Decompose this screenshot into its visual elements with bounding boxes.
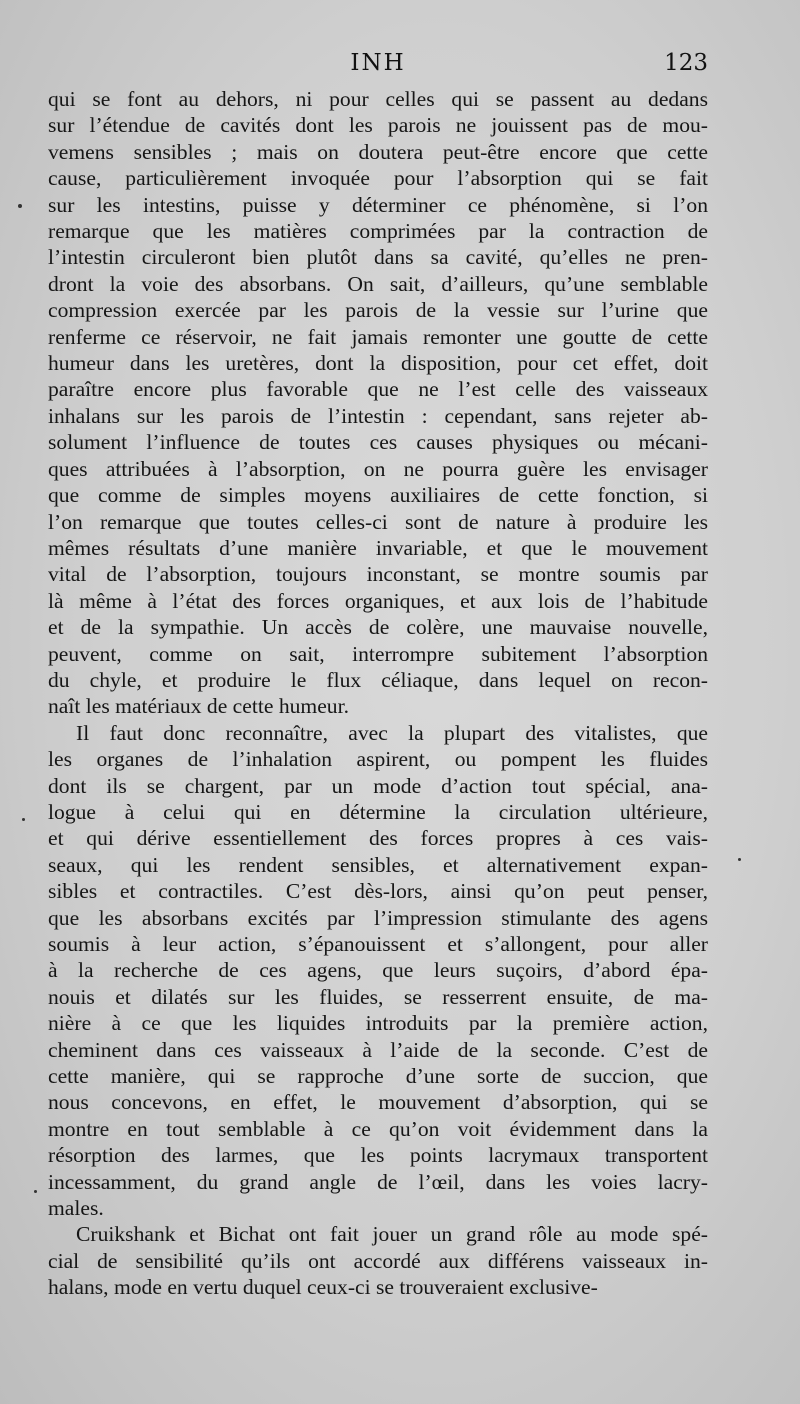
page-number: 123 <box>664 50 708 76</box>
paragraph <box>48 720 708 1222</box>
text-line: renferme ce réservoir, ne fait jamais remonter une goutte de cette <box>48 324 708 349</box>
text-line: vital de l’absorption, toujours inconstant, se montre soumis par <box>48 562 708 587</box>
text-line: compression exercée par les parois de la vessie sur l’urine que <box>48 298 708 323</box>
text-line: inhalans sur les parois de l’intestin : cependant, sans rejeter ab- <box>48 403 708 428</box>
text-line: et de la sympathie. Un accès de colère, une mauvaise nouvelle, <box>48 615 708 640</box>
text-line: logue à celui qui en détermine la circulation ultérieure, <box>48 799 708 824</box>
text-line: résorption des larmes, que les points lacrymaux transportent <box>48 1143 708 1168</box>
text-line: mêmes résultats d’une manière invariable, et que le mouvement <box>48 535 708 560</box>
text-line: nouis et dilatés sur les fluides, se resserrent ensuite, de ma- <box>48 984 708 1009</box>
text-line: seaux, qui les rendent sensibles, et alternativement expan- <box>48 852 708 877</box>
text-line: qui se font au dehors, ni pour celles qui se passent au dedans <box>48 87 708 111</box>
text-line: peuvent, comme on sait, interrompre subitement l’absorption <box>48 641 708 666</box>
text-line: halans, mode en vertu duquel ceux-ci se trouveraient exclusive- <box>48 1275 598 1300</box>
text-line: et qui dérive essentiellement des forces propres à ces vais- <box>48 826 708 851</box>
text-line: solument l’influence de toutes ces causes physiques ou mécani- <box>48 430 708 455</box>
text-line: cette manière, qui se rapproche d’une sorte de succion, que <box>48 1064 708 1089</box>
text-line: vemens sensibles ; mais on doutera peut-être encore que cette <box>48 139 708 164</box>
paragraph <box>48 86 708 720</box>
text-line: là même à l’état des forces organiques, et aux lois de l’habitude <box>48 588 708 613</box>
text-line: incessamment, du grand angle de l’œil, dans les voies lacry- <box>48 1169 708 1194</box>
print-speck <box>34 1190 37 1193</box>
print-speck <box>738 858 741 861</box>
text-line: Il faut donc reconnaître, avec la plupart des vitalistes, que <box>76 720 708 745</box>
text-line: sibles et contractiles. C’est dès-lors, ainsi qu’on peut penser, <box>48 879 708 904</box>
running-head: INH <box>350 50 406 76</box>
text-line: nière à ce que les liquides introduits par la première action, <box>48 1011 708 1036</box>
text-line: humeur dans les uretères, dont la disposition, pour cet effet, doit <box>48 351 708 376</box>
text-line: sur les intestins, puisse y déterminer ce phénomène, si l’on <box>48 192 708 217</box>
page-header <box>48 50 708 84</box>
text-line: du chyle, et produire le flux céliaque, dans lequel on recon- <box>48 667 708 692</box>
text-line: cial de sensibilité qu’ils ont accordé aux différens vaisseaux in- <box>48 1248 708 1273</box>
text-line: nous concevons, en effet, le mouvement d’absorption, qui se <box>48 1090 708 1115</box>
text-line: que comme de simples moyens auxiliaires de cette fonction, si <box>48 483 708 508</box>
text-line: Cruikshank et Bichat ont fait jouer un grand rôle au mode spé- <box>76 1222 708 1247</box>
text-line: à la recherche de ces agens, que leurs suçoirs, d’abord épa- <box>48 958 708 983</box>
text-line: l’intestin circuleront bien plutôt dans sa cavité, qu’elles ne pren- <box>48 245 708 270</box>
text-line: naît les matériaux de cette humeur. <box>48 694 349 719</box>
text-line: l’on remarque que toutes celles-ci sont de nature à produire les <box>48 509 708 534</box>
text-line: dont ils se chargent, par un mode d’action tout spécial, ana- <box>48 773 708 798</box>
text-line: que les absorbans excités par l’impression stimulante des agens <box>48 905 708 930</box>
text-line: cause, particulièrement invoquée pour l’absorption qui se fait <box>48 166 708 191</box>
text-line: males. <box>48 1196 104 1221</box>
text-line: montre en tout semblable à ce qu’on voit évidemment dans la <box>48 1116 708 1141</box>
paragraph <box>48 1221 708 1300</box>
print-speck <box>18 204 22 208</box>
text-line: les organes de l’inhalation aspirent, ou pompent les fluides <box>48 747 708 772</box>
text-line: soumis à leur action, s’épanouissent et s’allongent, pour aller <box>48 932 708 956</box>
text-line: remarque que les matières comprimées par la contraction de <box>48 219 708 244</box>
body-text <box>48 86 708 1301</box>
text-line: dront la voie des absorbans. On sait, d’ailleurs, qu’une semblable <box>48 271 708 296</box>
text-line: sur l’étendue de cavités dont les parois ne jouissent pas de mou- <box>48 113 708 138</box>
text-line: paraître encore plus favorable que ne l’est celle des vaisseaux <box>48 377 708 402</box>
text-line: cheminent dans ces vaisseaux à l’aide de la seconde. C’est de <box>48 1037 708 1062</box>
text-line: ques attribuées à l’absorption, on ne pourra guère les envisager <box>48 456 708 481</box>
print-speck <box>22 818 25 821</box>
